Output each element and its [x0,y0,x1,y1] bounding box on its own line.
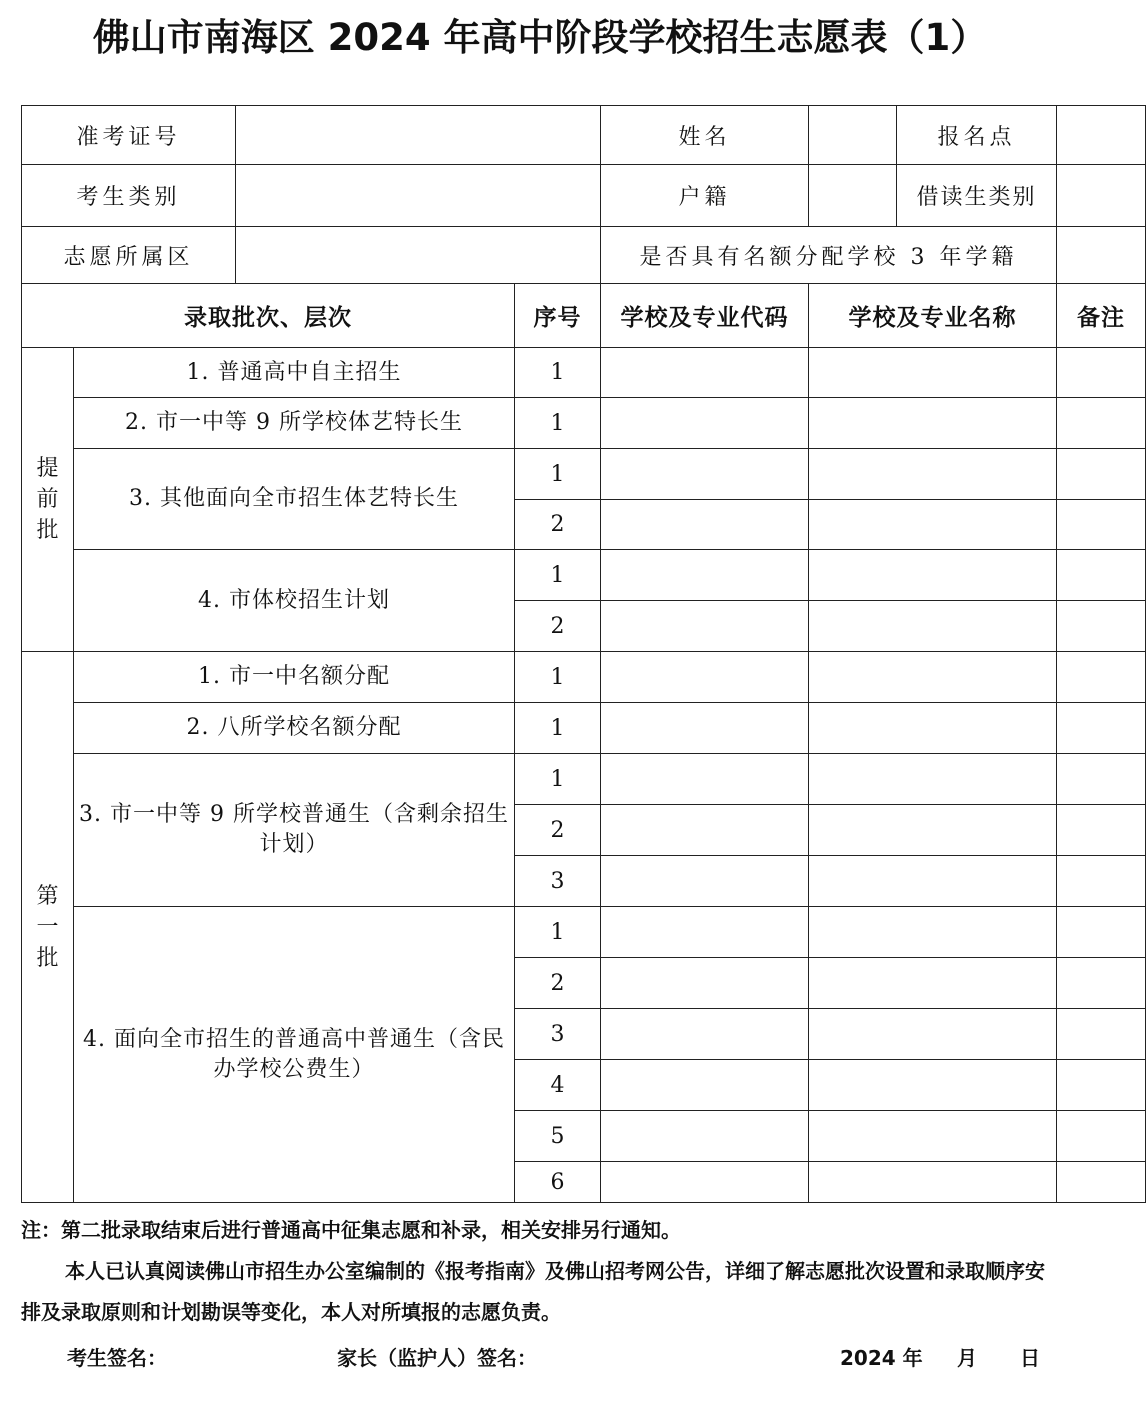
school-name-field[interactable] [809,1111,1057,1162]
level-label: 2. 八所学校名额分配 [74,703,515,754]
school-name-field[interactable] [809,348,1057,398]
remark-field[interactable] [1057,1009,1146,1060]
remark-field[interactable] [1057,1111,1146,1162]
seq-number: 1 [515,652,601,703]
remark-field[interactable] [1057,907,1146,958]
batch-label [22,652,74,1203]
header-remark: 备注 [1057,284,1146,348]
header-seq: 序号 [515,284,601,348]
header-code: 学校及专业代码 [601,284,809,348]
student-signature-label: 考生签名： [67,1346,167,1370]
choice-row [22,550,1146,601]
name-field[interactable] [809,106,897,165]
choice-row [22,703,1146,754]
reg-point-field[interactable] [1057,106,1146,165]
batch-label-char: 提 [36,456,59,481]
school-name-field[interactable] [809,907,1057,958]
school-code-field[interactable] [601,398,809,449]
level-label: 4. 面向全市招生的普通高中普通生（含民办学校公费生） [74,907,515,1203]
note-text: 注：第二批录取结束后进行普通高中征集志愿和补录，相关安排另行通知。 [21,1218,681,1242]
header-school-name: 学校及专业名称 [809,284,1057,348]
remark-field[interactable] [1057,703,1146,754]
date-year: 2024 年 [840,1346,923,1370]
remark-field[interactable] [1057,652,1146,703]
quota-question-label: 是否具有名额分配学校 3 年学籍 [601,227,1057,284]
school-code-field[interactable] [601,348,809,398]
declaration-text: 本人已认真阅读佛山市招生办公室编制的《报考指南》及佛山招考网公告，详细了解志愿批次设置和录取顺序安排及录取原则和计划勘误等变化，本人对所填报的志愿负责。 [21,1259,1045,1324]
level-label: 3. 其他面向全市招生体艺特长生 [74,449,515,550]
school-name-field[interactable] [809,1009,1057,1060]
remark-field[interactable] [1057,1060,1146,1111]
seq-number: 1 [515,754,601,805]
seq-number: 2 [515,500,601,550]
school-code-field[interactable] [601,1111,809,1162]
seq-number: 3 [515,1009,601,1060]
seq-number: 5 [515,1111,601,1162]
remark-field[interactable] [1057,856,1146,907]
remark-field[interactable] [1057,1162,1146,1203]
school-code-field[interactable] [601,1162,809,1203]
level-label: 3. 市一中等 9 所学校普通生（含剩余招生计划） [74,754,515,907]
school-name-field[interactable] [809,1162,1057,1203]
school-name-field[interactable] [809,856,1057,907]
remark-field[interactable] [1057,550,1146,601]
school-name-field[interactable] [809,652,1057,703]
choice-row [22,348,1146,398]
school-name-field[interactable] [809,601,1057,652]
name-label: 姓名 [601,106,809,165]
seq-number: 2 [515,601,601,652]
school-code-field[interactable] [601,907,809,958]
remark-field[interactable] [1057,805,1146,856]
seq-number: 1 [515,348,601,398]
remark-field[interactable] [1057,500,1146,550]
school-name-field[interactable] [809,500,1057,550]
level-label: 1. 普通高中自主招生 [74,348,515,398]
school-code-field[interactable] [601,754,809,805]
seq-number: 6 [515,1162,601,1203]
seq-number: 1 [515,398,601,449]
remark-field[interactable] [1057,449,1146,500]
notes-section [21,1210,1057,1333]
school-code-field[interactable] [601,601,809,652]
school-name-field[interactable] [809,754,1057,805]
school-code-field[interactable] [601,958,809,1009]
batch-label-char: 批 [36,945,59,971]
school-code-field[interactable] [601,703,809,754]
school-code-field[interactable] [601,500,809,550]
school-code-field[interactable] [601,449,809,500]
seq-number: 2 [515,805,601,856]
choice-row [22,398,1146,449]
remark-field[interactable] [1057,958,1146,1009]
school-code-field[interactable] [601,1060,809,1111]
borrow-category-field[interactable] [1057,165,1146,227]
batch-label [22,348,74,652]
seq-number: 1 [515,550,601,601]
remark-field[interactable] [1057,754,1146,805]
remark-field[interactable] [1057,348,1146,398]
borrow-category-label: 借读生类别 [897,165,1057,227]
school-code-field[interactable] [601,805,809,856]
school-name-field[interactable] [809,958,1057,1009]
district-label: 志愿所属区 [22,227,236,284]
batch-label-char: 批 [36,518,59,543]
household-label: 户籍 [601,165,809,227]
exam-no-label: 准考证号 [22,106,236,165]
seq-number: 3 [515,856,601,907]
seq-number: 1 [515,703,601,754]
seq-number: 2 [515,958,601,1009]
header-batch-level: 录取批次、层次 [22,284,515,348]
category-label: 考生类别 [22,165,236,227]
choice-row [22,449,1146,500]
batch-label-char: 前 [36,487,59,512]
date-day: 日 [1020,1346,1040,1370]
level-label: 2. 市一中等 9 所学校体艺特长生 [74,398,515,449]
school-name-field[interactable] [809,398,1057,449]
choice-row [22,907,1146,958]
school-name-field[interactable] [809,805,1057,856]
reg-point-label: 报名点 [897,106,1057,165]
choice-row [22,652,1146,703]
exam-no-field[interactable] [236,106,601,165]
application-form-table [21,105,1146,1203]
level-label: 4. 市体校招生计划 [74,550,515,652]
batch-label-char: 第 [36,883,59,909]
parent-signature-label: 家长（监护人）签名： [337,1346,537,1370]
choice-row [22,754,1146,805]
district-field[interactable] [236,227,601,284]
school-name-field[interactable] [809,1060,1057,1111]
household-field[interactable] [809,165,897,227]
seq-number: 1 [515,907,601,958]
date-month: 月 [957,1346,977,1370]
batch-label-char: 一 [36,914,59,940]
quota-question-field[interactable] [1057,227,1146,284]
school-code-field[interactable] [601,856,809,907]
school-code-field[interactable] [601,550,809,601]
school-name-field[interactable] [809,703,1057,754]
school-code-field[interactable] [601,1009,809,1060]
seq-number: 1 [515,449,601,500]
seq-number: 4 [515,1060,601,1111]
category-field[interactable] [236,165,601,227]
remark-field[interactable] [1057,398,1146,449]
signature-row [21,1336,1057,1380]
school-name-field[interactable] [809,449,1057,500]
school-name-field[interactable] [809,550,1057,601]
level-label: 1. 市一中名额分配 [74,652,515,703]
remark-field[interactable] [1057,601,1146,652]
school-code-field[interactable] [601,652,809,703]
page-title: 佛山市南海区 2024 年高中阶段学校招生志愿表（1） [92,16,988,59]
